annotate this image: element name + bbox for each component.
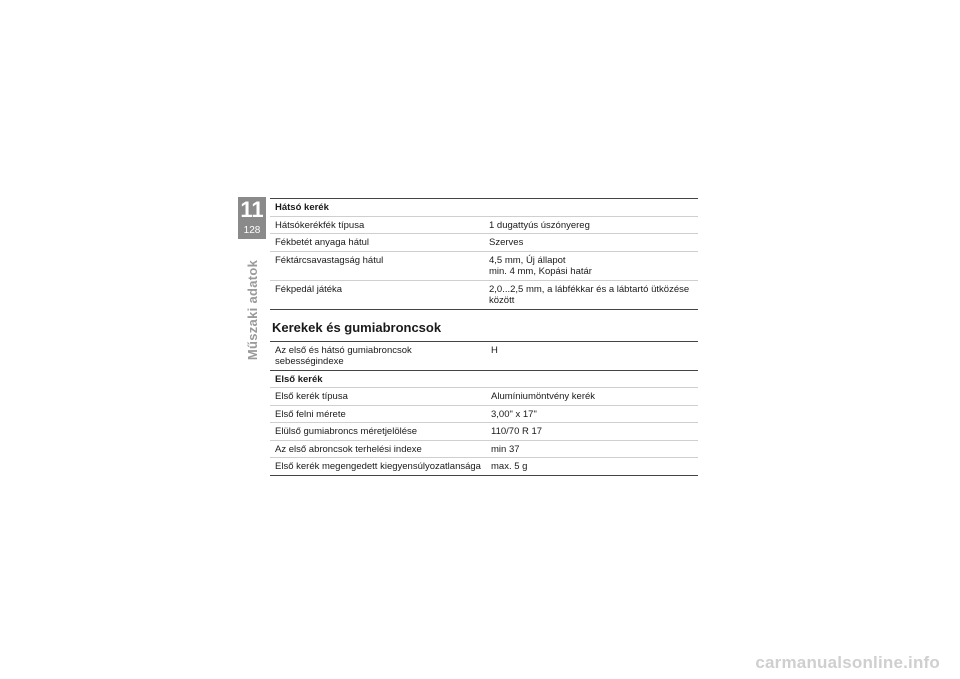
- table-row: [270, 440, 698, 458]
- table-row: [270, 405, 698, 423]
- row-value: Alumíniumöntvény kerék: [486, 388, 698, 406]
- table-row: [270, 234, 698, 252]
- row-value: [484, 280, 698, 309]
- chapter-badge: [238, 197, 266, 239]
- watermark: carmanualsonline.info: [755, 653, 940, 672]
- row-value: min 37: [486, 440, 698, 458]
- table-row: [270, 458, 698, 476]
- table-subheading-row: [270, 199, 698, 216]
- table-row: [270, 280, 698, 309]
- table-row: [270, 423, 698, 441]
- row-label: Első kerék megengedett kiegyensúlyozatlansága: [270, 458, 486, 476]
- row-label: Első felni mérete: [270, 405, 486, 423]
- row-value-line: 4,5 mm, Új állapot: [489, 254, 566, 266]
- chapter-title-vertical: [242, 259, 262, 361]
- row-value: Szerves: [484, 234, 698, 252]
- row-value-line: 2,0...2,5 mm, a lábfékkar és a lábtartó ütközése: [489, 283, 690, 295]
- row-value: H: [486, 342, 698, 371]
- row-value: [484, 251, 698, 280]
- row-value: 1 dugattyús úszónyereg: [484, 216, 698, 234]
- chapter-number: 11: [240, 197, 264, 222]
- page-number: 128: [243, 225, 261, 236]
- spec-content: [270, 198, 698, 476]
- rear-wheel-heading: Hátsó kerék: [270, 199, 698, 216]
- row-label: Első kerék típusa: [270, 388, 486, 406]
- table-row: [270, 388, 698, 406]
- row-value: 110/70 R 17: [486, 423, 698, 441]
- chapter-title-text: Műszaki adatok: [244, 259, 260, 361]
- row-label: Fékbetét anyaga hátul: [270, 234, 484, 252]
- row-label: Az első és hátsó gumiabroncsok sebességindexe: [270, 342, 486, 371]
- table-row: [270, 216, 698, 234]
- row-value-line: min. 4 mm, Kopási határ: [489, 266, 592, 277]
- row-value: max. 5 g: [486, 458, 698, 476]
- row-value-line: között: [489, 295, 515, 306]
- rear-wheel-table: [270, 199, 698, 310]
- table-subheading-row: [270, 370, 698, 388]
- row-value: 3,00" x 17": [486, 405, 698, 423]
- row-label: Hátsókerékfék típusa: [270, 216, 484, 234]
- row-label: Fékpedál játéka: [270, 280, 484, 309]
- row-label: Féktárcsavastagság hátul: [270, 251, 484, 280]
- table-row: [270, 342, 698, 371]
- table-row: [270, 251, 698, 280]
- front-wheel-heading: Első kerék: [270, 370, 698, 388]
- row-label: Az első abroncsok terhelési indexe: [270, 440, 486, 458]
- row-label: Elülső gumiabroncs méretjelölése: [270, 423, 486, 441]
- section-heading: Kerekek és gumiabroncsok: [272, 319, 442, 335]
- wheels-tyres-table: [270, 342, 698, 476]
